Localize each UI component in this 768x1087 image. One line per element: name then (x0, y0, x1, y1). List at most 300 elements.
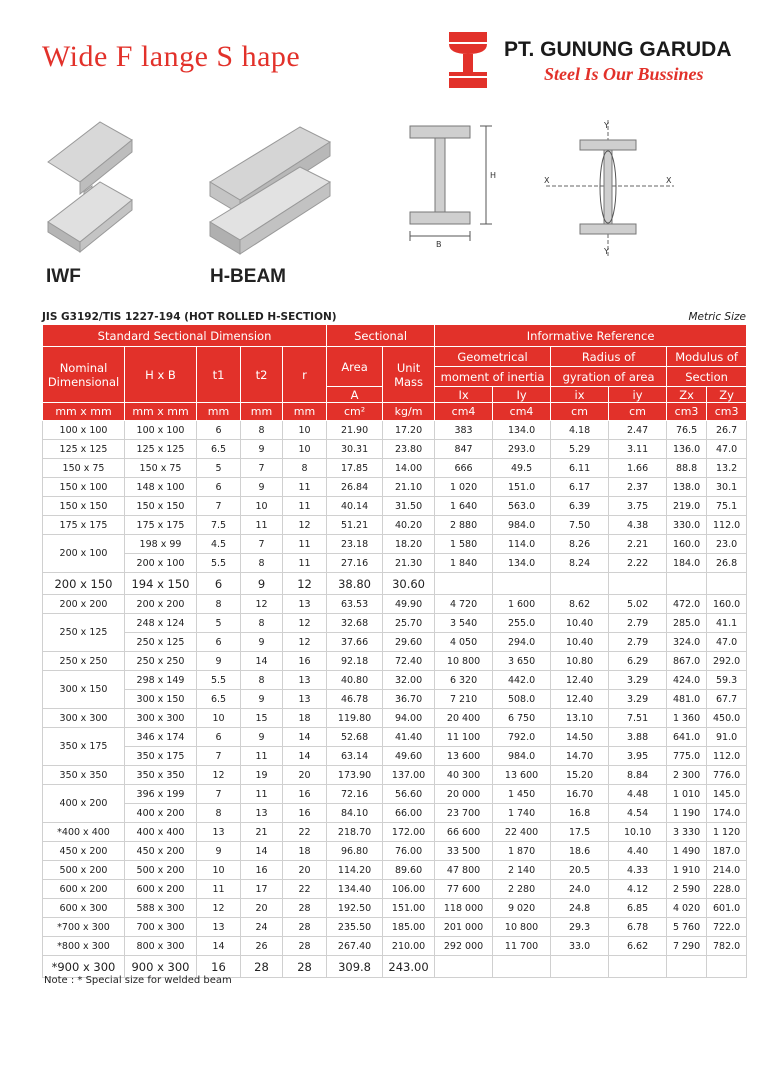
iy-cell: 134.0 (493, 554, 551, 573)
r-cell: 28 (283, 956, 327, 978)
zx-cell: 76.5 (667, 421, 707, 440)
r-cell: 16 (283, 652, 327, 671)
riy-cell: 3.29 (609, 671, 667, 690)
section-dimension-diagram (398, 116, 508, 251)
riy-cell: 3.88 (609, 728, 667, 747)
nominal-cell: 200 x 150 (43, 573, 125, 595)
riy-cell: 4.48 (609, 785, 667, 804)
r-cell: 12 (283, 516, 327, 535)
riy-cell: 2.79 (609, 633, 667, 652)
t2-cell: 7 (241, 459, 283, 478)
area-cell: 173.90 (327, 766, 383, 785)
rix-cell: 6.11 (551, 459, 609, 478)
table-row (43, 823, 747, 842)
area-cell: 134.40 (327, 880, 383, 899)
nominal-cell: 150 x 100 (43, 478, 125, 497)
zy-cell: 782.0 (707, 937, 747, 956)
t1-header: t1 (197, 347, 241, 403)
mass-cell: 29.60 (383, 633, 435, 652)
area-cell: 84.10 (327, 804, 383, 823)
zx-cell: 775.0 (667, 747, 707, 766)
t1-cell: 13 (197, 918, 241, 937)
nominal-cell: 300 x 300 (43, 709, 125, 728)
mass-cell: 23.80 (383, 440, 435, 459)
ix-header: Ix (435, 387, 493, 403)
zy-cell: 47.0 (707, 440, 747, 459)
t1-cell: 7.5 (197, 516, 241, 535)
hxb-cell: 200 x 200 (125, 595, 197, 614)
rix-cell: 16.8 (551, 804, 609, 823)
nominal-cell: 600 x 300 (43, 899, 125, 918)
mass-cell: 40.20 (383, 516, 435, 535)
svg-text:Y: Y (604, 121, 609, 130)
t2-cell: 16 (241, 861, 283, 880)
nominal-cell: 175 x 175 (43, 516, 125, 535)
hxb-cell: 300 x 150 (125, 690, 197, 709)
standard-label: JIS G3192/TIS 1227-194 (HOT ROLLED H-SECTION) (42, 311, 337, 323)
modulus-header: Modulus of (667, 347, 747, 367)
rix-cell: 7.50 (551, 516, 609, 535)
riy-cell: 10.10 (609, 823, 667, 842)
zy-cell: 292.0 (707, 652, 747, 671)
t1-cell: 10 (197, 709, 241, 728)
iy-cell: 1 740 (493, 804, 551, 823)
hxb-cell: 194 x 150 (125, 573, 197, 595)
ix-cell: 1 840 (435, 554, 493, 573)
iy-cell: 6 750 (493, 709, 551, 728)
hxb-cell: 200 x 100 (125, 554, 197, 573)
group-informative-header: Informative Reference (435, 325, 747, 347)
ix-cell: 10 800 (435, 652, 493, 671)
r-cell: 28 (283, 918, 327, 937)
ix-cell: 4 050 (435, 633, 493, 652)
mass-cell: 31.50 (383, 497, 435, 516)
r-cell: 20 (283, 766, 327, 785)
t2-cell: 28 (241, 956, 283, 978)
r-cell: 16 (283, 804, 327, 823)
r-cell: 12 (283, 633, 327, 652)
ix-cell: 3 540 (435, 614, 493, 633)
nominal-cell: 500 x 200 (43, 861, 125, 880)
riy-cell: 6.78 (609, 918, 667, 937)
t2-cell: 17 (241, 880, 283, 899)
iy-cell: 10 800 (493, 918, 551, 937)
table-row (43, 842, 747, 861)
garuda-logo-icon (446, 30, 490, 90)
unit-cell: cm (551, 403, 609, 421)
svg-text:Y: Y (604, 247, 609, 256)
mass-cell: 41.40 (383, 728, 435, 747)
t1-cell: 16 (197, 956, 241, 978)
table-row (43, 918, 747, 937)
rix-cell: 4.18 (551, 421, 609, 440)
t2-cell: 26 (241, 937, 283, 956)
area-cell: 63.14 (327, 747, 383, 766)
rix-cell: 15.20 (551, 766, 609, 785)
iy-cell: 508.0 (493, 690, 551, 709)
unit-cell: cm (609, 403, 667, 421)
table-row (43, 652, 747, 671)
riy-cell: 2.22 (609, 554, 667, 573)
zx-cell: 641.0 (667, 728, 707, 747)
hxb-cell: 300 x 300 (125, 709, 197, 728)
zy-cell (707, 956, 747, 978)
rix-cell: 14.70 (551, 747, 609, 766)
zx-cell: 330.0 (667, 516, 707, 535)
t2-cell: 8 (241, 614, 283, 633)
nominal-cell: 125 x 125 (43, 440, 125, 459)
rix-cell: 12.40 (551, 690, 609, 709)
mass-cell: 89.60 (383, 861, 435, 880)
mass-cell: 106.00 (383, 880, 435, 899)
units-row (43, 403, 747, 421)
riy-cell: 2.47 (609, 421, 667, 440)
svg-text:X: X (544, 176, 550, 185)
ix-cell: 77 600 (435, 880, 493, 899)
table-row (43, 785, 747, 804)
hxb-cell: 346 x 174 (125, 728, 197, 747)
iy-cell: 2 140 (493, 861, 551, 880)
zx-cell (667, 573, 707, 595)
ix-cell: 383 (435, 421, 493, 440)
t2-cell: 10 (241, 497, 283, 516)
zx-cell: 867.0 (667, 652, 707, 671)
t1-cell: 8 (197, 595, 241, 614)
area-cell: 38.80 (327, 573, 383, 595)
area-cell: 40.80 (327, 671, 383, 690)
r-cell: 12 (283, 573, 327, 595)
area-cell: 32.68 (327, 614, 383, 633)
ix-cell: 33 500 (435, 842, 493, 861)
page-title: Wide F lange S hape (42, 40, 301, 73)
mass-cell: 21.30 (383, 554, 435, 573)
iy-header: Iy (493, 387, 551, 403)
rix-cell: 6.17 (551, 478, 609, 497)
ix-cell: 1 020 (435, 478, 493, 497)
ix-cell: 2 880 (435, 516, 493, 535)
mass-cell: 56.60 (383, 785, 435, 804)
riy-cell: 4.40 (609, 842, 667, 861)
r-cell: 28 (283, 899, 327, 918)
unit-cell: mm (241, 403, 283, 421)
unit-cell: cm4 (493, 403, 551, 421)
iy-cell: 984.0 (493, 747, 551, 766)
group-sectional-header: Sectional (327, 325, 435, 347)
t2-cell: 7 (241, 535, 283, 554)
ix-cell: 11 100 (435, 728, 493, 747)
zy-header: Zy (707, 387, 747, 403)
nominal-cell: 200 x 200 (43, 595, 125, 614)
hxb-cell: 150 x 150 (125, 497, 197, 516)
hxb-cell: 350 x 175 (125, 747, 197, 766)
zy-cell: 214.0 (707, 861, 747, 880)
table-row (43, 421, 747, 440)
mass-cell: 172.00 (383, 823, 435, 842)
zx-cell: 2 300 (667, 766, 707, 785)
iy-cell: 792.0 (493, 728, 551, 747)
t2-cell: 20 (241, 899, 283, 918)
table-row (43, 899, 747, 918)
table-row (43, 595, 747, 614)
h-beam-image (200, 122, 335, 262)
h-section-table (42, 324, 747, 978)
zx-cell: 219.0 (667, 497, 707, 516)
area-cell: 26.84 (327, 478, 383, 497)
mass-cell: 137.00 (383, 766, 435, 785)
hxb-cell: 125 x 125 (125, 440, 197, 459)
zy-cell: 228.0 (707, 880, 747, 899)
r-cell: 16 (283, 785, 327, 804)
zy-cell: 30.1 (707, 478, 747, 497)
r-header: r (283, 347, 327, 403)
t1-cell: 12 (197, 766, 241, 785)
company-name: PT. GUNUNG GARUDA (504, 38, 732, 61)
t2-cell: 9 (241, 440, 283, 459)
area-cell: 46.78 (327, 690, 383, 709)
r-cell: 11 (283, 554, 327, 573)
riy-cell (609, 573, 667, 595)
mass-cell: 17.20 (383, 421, 435, 440)
t2-cell: 14 (241, 842, 283, 861)
table-row (43, 573, 747, 595)
iy-cell: 114.0 (493, 535, 551, 554)
r-cell: 14 (283, 747, 327, 766)
iy-cell: 1 600 (493, 595, 551, 614)
riy-cell: 4.38 (609, 516, 667, 535)
ix-cell (435, 573, 493, 595)
unit-cell: mm (197, 403, 241, 421)
t1-cell: 6 (197, 478, 241, 497)
table-row (43, 937, 747, 956)
rix-cell: 6.39 (551, 497, 609, 516)
t1-cell: 14 (197, 937, 241, 956)
svg-text:H: H (490, 171, 497, 180)
r-cell: 11 (283, 535, 327, 554)
table-row (43, 535, 747, 554)
zy-cell: 75.1 (707, 497, 747, 516)
mass-cell: 49.60 (383, 747, 435, 766)
riy-cell: 3.11 (609, 440, 667, 459)
rix-cell: 17.5 (551, 823, 609, 842)
mass-cell: 94.00 (383, 709, 435, 728)
zy-cell: 41.1 (707, 614, 747, 633)
t1-cell: 6 (197, 573, 241, 595)
t2-cell: 19 (241, 766, 283, 785)
zx-cell: 2 590 (667, 880, 707, 899)
riy-cell: 2.21 (609, 535, 667, 554)
company-slogan: Steel Is Our Bussines (544, 64, 704, 84)
iy-cell: 2 280 (493, 880, 551, 899)
riy-header: iy (609, 387, 667, 403)
zy-cell: 91.0 (707, 728, 747, 747)
hxb-cell: 250 x 125 (125, 633, 197, 652)
unit-cell: mm (283, 403, 327, 421)
unit-cell: cm3 (707, 403, 747, 421)
table-row (43, 516, 747, 535)
riy-cell: 6.29 (609, 652, 667, 671)
section-axis-diagram (540, 116, 680, 261)
riy-cell: 6.85 (609, 899, 667, 918)
iwf-label: IWF (46, 266, 81, 287)
zx-cell: 1 910 (667, 861, 707, 880)
t1-cell: 4.5 (197, 535, 241, 554)
nominal-header: Nominal Dimensional (43, 347, 125, 403)
area-cell: 37.66 (327, 633, 383, 652)
table-row (43, 671, 747, 690)
iy-cell: 255.0 (493, 614, 551, 633)
t2-cell: 9 (241, 728, 283, 747)
table-row (43, 747, 747, 766)
hxb-cell: 396 x 199 (125, 785, 197, 804)
footnote: Note : * Special size for welded beam (44, 975, 232, 986)
zy-cell: 722.0 (707, 918, 747, 937)
zy-cell: 112.0 (707, 516, 747, 535)
t2-cell: 8 (241, 554, 283, 573)
hxb-cell: 100 x 100 (125, 421, 197, 440)
r-cell: 12 (283, 614, 327, 633)
zx-cell: 5 760 (667, 918, 707, 937)
hxb-cell: 900 x 300 (125, 956, 197, 978)
nominal-cell: 250 x 250 (43, 652, 125, 671)
iy-cell: 13 600 (493, 766, 551, 785)
t2-cell: 11 (241, 747, 283, 766)
hxb-cell: 350 x 350 (125, 766, 197, 785)
geometrical-header: Geometrical (435, 347, 551, 367)
ix-cell: 13 600 (435, 747, 493, 766)
area-cell: 114.20 (327, 861, 383, 880)
t1-cell: 13 (197, 823, 241, 842)
r-cell: 8 (283, 459, 327, 478)
unit-mass-header: Unit Mass (383, 347, 435, 403)
area-cell: 27.16 (327, 554, 383, 573)
ix-cell: 40 300 (435, 766, 493, 785)
zx-cell: 136.0 (667, 440, 707, 459)
iy-cell: 11 700 (493, 937, 551, 956)
ix-cell: 6 320 (435, 671, 493, 690)
zy-cell: 13.2 (707, 459, 747, 478)
iy-cell (493, 956, 551, 978)
ix-cell: 666 (435, 459, 493, 478)
area-cell: 30.31 (327, 440, 383, 459)
t2-cell: 12 (241, 595, 283, 614)
rix-cell: 20.5 (551, 861, 609, 880)
nominal-cell: 200 x 100 (43, 535, 125, 573)
nominal-cell: 350 x 350 (43, 766, 125, 785)
ix-cell: 47 800 (435, 861, 493, 880)
zx-cell: 481.0 (667, 690, 707, 709)
area-cell: 192.50 (327, 899, 383, 918)
ix-cell: 7 210 (435, 690, 493, 709)
hxb-cell: 150 x 75 (125, 459, 197, 478)
t1-cell: 10 (197, 861, 241, 880)
area-cell: 51.21 (327, 516, 383, 535)
nominal-cell: 450 x 200 (43, 842, 125, 861)
zy-cell: 450.0 (707, 709, 747, 728)
r-cell: 11 (283, 497, 327, 516)
riy-cell: 7.51 (609, 709, 667, 728)
iy-cell: 1 450 (493, 785, 551, 804)
nominal-cell: *800 x 300 (43, 937, 125, 956)
zx-header: Zx (667, 387, 707, 403)
ix-cell: 118 000 (435, 899, 493, 918)
zy-cell: 145.0 (707, 785, 747, 804)
nominal-cell: *700 x 300 (43, 918, 125, 937)
area-cell: 21.90 (327, 421, 383, 440)
mass-cell: 243.00 (383, 956, 435, 978)
zy-cell: 601.0 (707, 899, 747, 918)
hxb-cell: 175 x 175 (125, 516, 197, 535)
unit-cell: kg/m (383, 403, 435, 421)
rix-cell: 24.8 (551, 899, 609, 918)
table-row (43, 861, 747, 880)
zx-cell: 472.0 (667, 595, 707, 614)
zx-cell: 324.0 (667, 633, 707, 652)
zy-cell: 160.0 (707, 595, 747, 614)
ix-cell: 4 720 (435, 595, 493, 614)
hxb-cell: 298 x 149 (125, 671, 197, 690)
mass-cell: 210.00 (383, 937, 435, 956)
t1-cell: 5.5 (197, 671, 241, 690)
r-cell: 18 (283, 709, 327, 728)
riy-cell: 6.62 (609, 937, 667, 956)
t1-cell: 5.5 (197, 554, 241, 573)
nominal-cell: 100 x 100 (43, 421, 125, 440)
area-header: Area (327, 347, 383, 387)
zx-cell: 1 190 (667, 804, 707, 823)
table-row (43, 766, 747, 785)
mass-cell: 14.00 (383, 459, 435, 478)
table-row (43, 478, 747, 497)
table-row (43, 690, 747, 709)
t1-cell: 6 (197, 421, 241, 440)
area-cell: 17.85 (327, 459, 383, 478)
r-cell: 28 (283, 937, 327, 956)
mass-cell: 76.00 (383, 842, 435, 861)
hxb-cell: 588 x 300 (125, 899, 197, 918)
zy-cell: 67.7 (707, 690, 747, 709)
mass-cell: 18.20 (383, 535, 435, 554)
t1-cell: 9 (197, 652, 241, 671)
unit-cell: cm4 (435, 403, 493, 421)
zx-cell: 184.0 (667, 554, 707, 573)
nominal-cell: 400 x 200 (43, 785, 125, 823)
table-row (43, 497, 747, 516)
nominal-cell: 350 x 175 (43, 728, 125, 766)
t1-cell: 7 (197, 785, 241, 804)
ix-cell (435, 956, 493, 978)
metric-size-label: Metric Size (688, 311, 746, 323)
nominal-cell: 300 x 150 (43, 671, 125, 709)
r-cell: 13 (283, 690, 327, 709)
t2-cell: 9 (241, 690, 283, 709)
zy-cell: 776.0 (707, 766, 747, 785)
riy-cell: 2.79 (609, 614, 667, 633)
hxb-cell: 800 x 300 (125, 937, 197, 956)
area-cell: 92.18 (327, 652, 383, 671)
iy-cell: 293.0 (493, 440, 551, 459)
zy-cell: 174.0 (707, 804, 747, 823)
hxb-cell: 148 x 100 (125, 478, 197, 497)
iy-cell (493, 573, 551, 595)
rix-cell: 8.26 (551, 535, 609, 554)
zy-cell (707, 573, 747, 595)
t1-cell: 6.5 (197, 440, 241, 459)
t2-cell: 9 (241, 573, 283, 595)
riy-cell: 2.37 (609, 478, 667, 497)
area-cell: 119.80 (327, 709, 383, 728)
hxb-cell: 400 x 200 (125, 804, 197, 823)
rix-cell: 29.3 (551, 918, 609, 937)
